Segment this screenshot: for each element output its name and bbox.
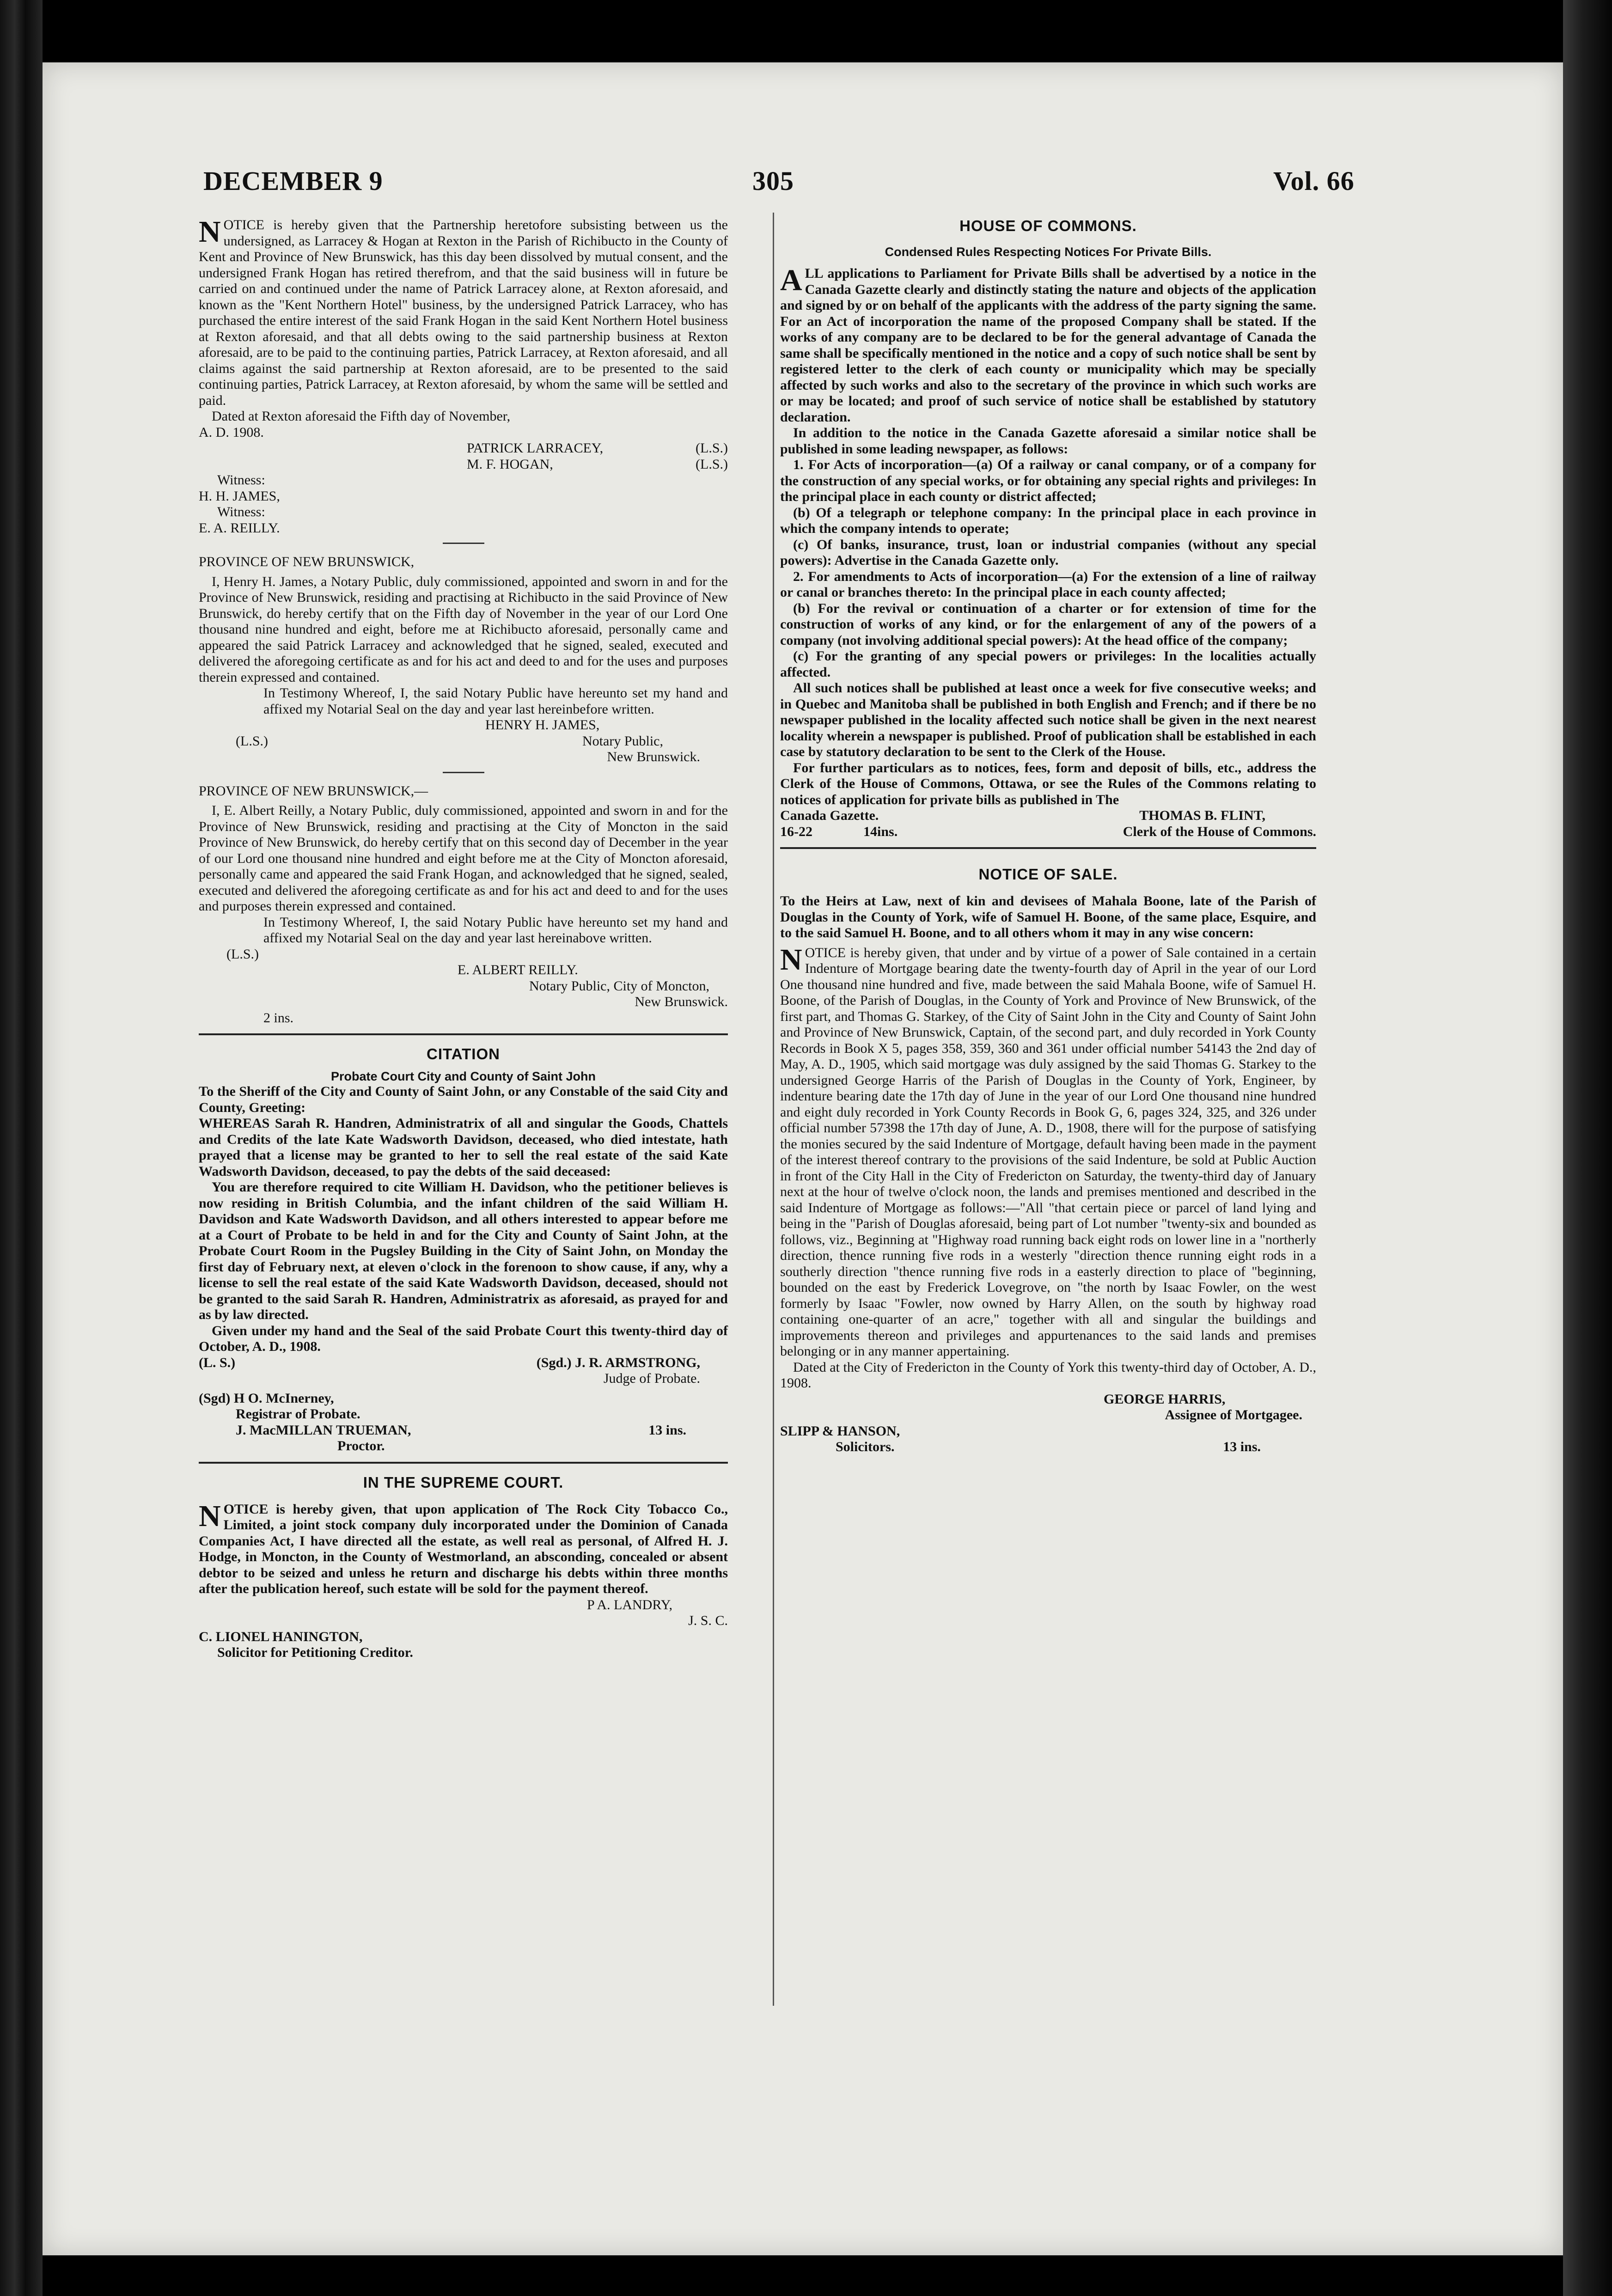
section-heading: PROVINCE OF NEW BRUNSWICK,— [199,783,428,799]
signer-title: Notary Public, City of Moncton, [529,978,709,994]
section-heading: CITATION [427,1045,500,1063]
signer-title: Clerk of the House of Commons. [1123,824,1316,839]
judge-name: P A. LANDRY, [586,1597,672,1612]
signer-title: New Brunswick. [607,749,700,764]
gazette-label: Canada Gazette. [780,808,879,823]
header-volume: Vol. 66 [1273,166,1355,196]
section-subheading: Probate Court City and County of Saint John [331,1069,596,1083]
insertion-count: 14ins. [863,824,898,839]
citation-address: To the Sheriff of the City and County of Saint John, or any Constable of the said City and County, Greeting: [199,1084,728,1115]
section-heading: PROVINCE OF NEW BRUNSWICK, [199,554,415,569]
notice-body: OTICE is hereby given that the Partnership heretofore subsisting between us the undersigned, as Larracey & Hogan at Rexton in the Parish of Richibucto in the County of Kent and Province of New Brunswick, has this day been dissolved by mutual consent, and the undersigned Frank Hogan has retired therefrom, and that the said business will in future be carried on and continued under the name of Patrick Larracey alone, at Rexton aforesaid, and known as the "Kent Northern Hotel" business, by the undersigned Patrick Larracey, who has purchased the entire interest of the said Frank Hogan in the said Kent Northern Hotel business at Rexton aforesaid, and that all debts owing to the said partnership business at Rexton aforesaid, are to be paid to the continuing parties, Patrick Larracey, at Rexton aforesaid, and all claims against the said partnership at Rexton aforesaid, are to be presented to the said continuing parties, Patrick Larracey, at Rexton aforesaid, by whom the same will be settled and paid. [199,217,728,408]
sale-address: To the Heirs at Law, next of kin and devisees of Mahala Boone, late of the Parish of Douglas in the County of York, wife of Samuel H. Boone, of the same place, Esquire, and to the said Samuel H. Boone, and to all others whom it may in any wise concern: [780,893,1316,940]
separator-rule [199,1033,728,1035]
citation-body: WHEREAS Sarah R. Handren, Administratrix of all and singular the Goods, Chattels and Credits of the late Kate Wadsworth Davidson, deceased, who died intestate, hath prayed that a license may be granted to her to sell the real estate of the said Kate Wadsworth Davidson, deceased, to pay the debts of the said deceased: [199,1116,728,1179]
solicitor-title: Solicitor for Petitioning Creditor. [217,1645,413,1660]
left-column [199,217,728,1661]
rules-paragraph: For further particulars as to notices, fees, form and deposit of bills, etc., address the Clerk of the House of Commons, Ottawa, or see the Rules of the Commons relating to notices of application for private bills as published in The [780,760,1316,807]
signer-name: M. F. HOGAN, [467,456,553,472]
registrar-name: (Sgd) H O. McInerney, [199,1390,334,1406]
rules-paragraph: (c) For the granting of any special powers or privileges: In the localities actually affected. [780,648,1316,680]
separator-rule [780,847,1316,849]
issue-numbers: 16-22 [780,824,812,839]
witness-label: Witness: [217,472,265,488]
witness-label: Witness: [217,504,265,519]
seal-mark: (L. S.) [199,1355,236,1370]
solicitors-name: SLIPP & HANSON, [780,1423,900,1439]
citation-given: Given under my hand and the Seal of the said Probate Court this twenty-third day of October, A. D., 1908. [199,1323,728,1354]
rules-paragraph: All such notices shall be published at least once a week for five consecutive weeks; and in Quebec and Manitoba shall be published in both English and French; and if there be no newspaper published in the locality affected such notice shall be given in the next nearest locality wherein a newspaper is published. Proof of publication shall be established in each case by statutory declaration to be sent to the Clerk of the House. [780,680,1316,759]
notarial-certificate-2 [199,783,728,1026]
notice-body: OTICE is hereby given, that upon application of The Rock City Tobacco Co., Limited, a joint stock company duly incorporated under the Dominion of Canada Companies Act, I have directed all the estate, as well real as personal, of Alfred H. J. Hodge, in Moncton, in the County of Westmorland, an absconding, concealed or absent debtor to be seized and unless he return and discharge his debts within three months after the publication hereof, such estate will be sold for the payment thereof. [199,1501,728,1596]
header-date: DECEMBER 9 [203,166,383,196]
seal-mark: (L.S.) [696,456,728,472]
signer-name: PATRICK LARRACEY, [467,440,604,456]
header-page-number: 305 [752,166,794,196]
signer-name: E. ALBERT REILLY. [458,962,578,977]
certificate-body: I, E. Albert Reilly, a Notary Public, duly commissioned, appointed and sworn in and for the Province of New Brunswick, residing and practising at the City of Moncton in the said Province of New Brunswick, do hereby certify that on this second day of December in the year of our Lord one thousand nine hundred and eight before me at the City of Moncton aforesaid, personally came and appeared the said Frank Hogan, and acknowledged that he signed, sealed, executed and delivered the aforegoing certificate as and for his act and deed to and for the uses and purposes therein expressed and contained. [199,803,728,914]
dropcap: N [780,942,802,977]
signer-name: THOMAS B. FLINT, [1139,808,1265,823]
testimony: In Testimony Whereof, I, the said Notary Public have hereunto set my hand and affixed my Notarial Seal on the day and year last hereinbefore written. [263,685,728,717]
solicitor-name: C. LIONEL HANINGTON, [199,1629,363,1644]
insertion-count: 2 ins. [263,1010,294,1026]
dropcap: N [199,215,221,249]
notice-of-sale [780,859,1316,1455]
column-divider [773,213,774,2006]
rules-paragraph: In addition to the notice in the Canada Gazette aforesaid a similar notice shall be published in some leading newspaper, as follows: [780,425,1316,457]
solicitors-title: Solicitors. [836,1439,895,1454]
rules-paragraph: (b) Of a telegraph or telephone company: In the principal place in each province in which the company intends to operate; [780,505,1316,536]
signer-name: GEORGE HARRIS, [1104,1391,1226,1407]
separator [443,772,484,773]
proctor-name: J. MacMILLAN TRUEMAN, [236,1422,411,1438]
dropcap: A [780,263,802,297]
rules-paragraph: LL applications to Parliament for Private Bills shall be advertised by a notice in the Canada Gazette clearly and distinctly stating the nature and objects of the application and signed by or on behalf of the applicants with the address of the party signing the same. For an Act of incorporation the name of the proposed Company shall be stated. If the works of any company are to be declared to be for the general advantage of Canada the same shall be specifically mentioned in the notice and a copy of such notice shall be sent by registered letter to the clerk of each county or municipality which may be specially affected by such works and also to the secretary of the province in which such works are or may be located; and proof of such service of notice shall be established by statutory declaration. [780,266,1316,425]
supreme-court-notice [199,1474,728,1661]
judge-title: J. S. C. [688,1613,728,1628]
signer-title: Notary Public, [582,733,663,749]
signer-title: New Brunswick. [635,994,728,1009]
seal-mark: (L.S.) [236,733,268,749]
insertion-count: 13 ins. [1223,1439,1261,1454]
notarial-certificate-1 [199,554,728,765]
scan-right-edge [1563,0,1612,2296]
scan-left-edge [0,0,43,2296]
citation-body: You are therefore required to cite William H. Davidson, who the petitioner believes is now residing in British Columbia, and the infant children of the said William H. Davidson and Kate Wadsworth Davidson, and all others interested to appear before me at a Court of Probate to be held in and for the City and County of Saint John, at the Probate Court Room in the Pugsley Building in the City of Saint John, on Monday the first day of February next, at eleven o'clock in the forenoon to show cause, if any, why a license to sell the real estate of the said Kate Wadsworth Davidson, deceased, should not be granted to the said Sarah R. Handren, Administratrix as aforesaid, as prayed for and as by law directed. [199,1179,728,1322]
signer-title: Judge of Probate. [603,1371,700,1386]
seal-mark: (L.S.) [696,440,728,456]
citation-notice [199,1045,728,1454]
section-heading: NOTICE OF SALE. [978,866,1118,883]
rules-paragraph: 1. For Acts of incorporation—(a) Of a railway or canal company, or of a company for the construction of any special works, or for obtaining any special rights and privileges: In the principal place in each county or district affected; [780,457,1316,504]
witness-name: H. H. JAMES, [199,488,280,504]
house-of-commons-notice [780,217,1316,840]
rules-paragraph: 2. For amendments to Acts of incorporation—(a) For the extension of a line of railway or canal or branches thereto: In the principal place in each county affected; [780,568,1316,600]
notice-year: A. D. 1908. [199,424,264,440]
seal-mark: (L.S.) [226,946,259,962]
sale-dated: Dated at the City of Fredericton in the County of York this twenty-third day of October, A. D., 1908. [780,1359,1316,1391]
separator [443,543,484,544]
right-column [780,217,1316,1455]
testimony: In Testimony Whereof, I, the said Notary Public have hereunto set my hand and affixed my Notarial Seal on the day and year last hereinabove written. [263,914,728,946]
notice-dated: Dated at Rexton aforesaid the Fifth day of November, [212,409,511,424]
rules-paragraph: (b) For the revival or continuation of a charter or for extension of time for the construction of works of any kind, or for the enlargement of any of the powers of a company (not involving additional special powers): At the head office of the company; [780,600,1316,648]
section-heading: HOUSE OF COMMONS. [959,217,1137,234]
insertion-count: 13 ins. [648,1422,686,1438]
signer-title: Assignee of Mortgagee. [1165,1407,1302,1423]
registrar-title: Registrar of Probate. [236,1406,360,1422]
dropcap: N [199,1499,221,1533]
proctor-title: Proctor. [337,1438,385,1453]
certificate-body: I, Henry H. James, a Notary Public, duly commissioned, appointed and sworn in and for the Province of New Brunswick, residing and practising at Richibucto in the said Province of New Brunswick, do hereby certify that on the Fifth day of November in the year of our Lord One thousand nine hundred and eight, before me at Richibucto aforesaid, personally came and appeared the said Patrick Larracey and acknowledged that he signed, sealed, executed and delivered the aforegoing certificate as and for his act and deed to and for the uses and purposes therein expressed and contained. [199,574,728,685]
section-heading: IN THE SUPREME COURT. [363,1473,564,1491]
separator-rule [199,1462,728,1464]
rules-paragraph: (c) Of banks, insurance, trust, loan or industrial companies (without any special powers): Advertise in the Canada Gazette only. [780,537,1316,568]
partnership-notice [199,217,728,536]
signer-name: (Sgd.) J. R. ARMSTRONG, [536,1355,700,1370]
signer-name: HENRY H. JAMES, [485,717,600,733]
witness-name: E. A. REILLY. [199,520,280,536]
section-subheading: Condensed Rules Respecting Notices For Private Bills. [885,245,1212,259]
sale-body: OTICE is hereby given, that under and by virtue of a power of Sale contained in a certain Indenture of Mortgage bearing date the twenty-fourth day of April in the year of our Lord One thousand nine hundred and five, made between the said Mahala Boone, wife of Samuel H. Boone, of the Parish of Douglas, in the County of York and Province of New Brunswick, of the first part, and Thomas G. Starkey, of the City of Saint John in the City and County of Saint John and Province of New Brunswick, Captain, of the second part, and duly recorded in York County Records in Book X 5, pages 358, 359, 360 and 361 under official number 54143 the 2nd day of May, A. D., 1905, which said mortgage was duly assigned by the said Thomas G. Starkey to the undersigned George Harris of the Parish of Douglas in the County of York, Engineer, by indenture bearing date the 17th day of June in the year of our Lord One thousand nine hundred and eight duly recorded in York County Records in Book G, 6, pages 324, 325, and 326 under official number 57398 the 17th day of June, A. D., 1908, there will for the purpose of satisfying the monies secured by the said Indenture of Mortgage, default having been made in the payment of the interest thereof contrary to the provisions of the said Indenture, be sold at Public Auction in front of the City Hall in the City of Fredericton on Saturday, the twenty-third day of January next at the hour of twelve o'clock noon, the lands and premises mentioned and described in the said Indenture of Mortgage as follows:—"All "that certain piece or parcel of land lying and being in the "Parish of Douglas aforesaid, being part of Lot number "twenty-six and bounded as follows, viz., Beginning at "Highway road running back eight rods on lower line in a "northerly direction, thence running five rods in a westerly "direction thence running eight rods in a southerly direction "thence running five rods in a easterly direction to place of "beginning, bounded on the east by Frederick Lovegrove, on "the north by Isaac Fowler, on the west formerly by Isaac "Fowler, now owned by Harry Allen, on the south by highway road containing one-quarter of an acre," together with all and singular the buildings and improvements thereon and privileges and appurtenances to the said lands and premises belonging or in any manner appertaining. [780,945,1316,1359]
